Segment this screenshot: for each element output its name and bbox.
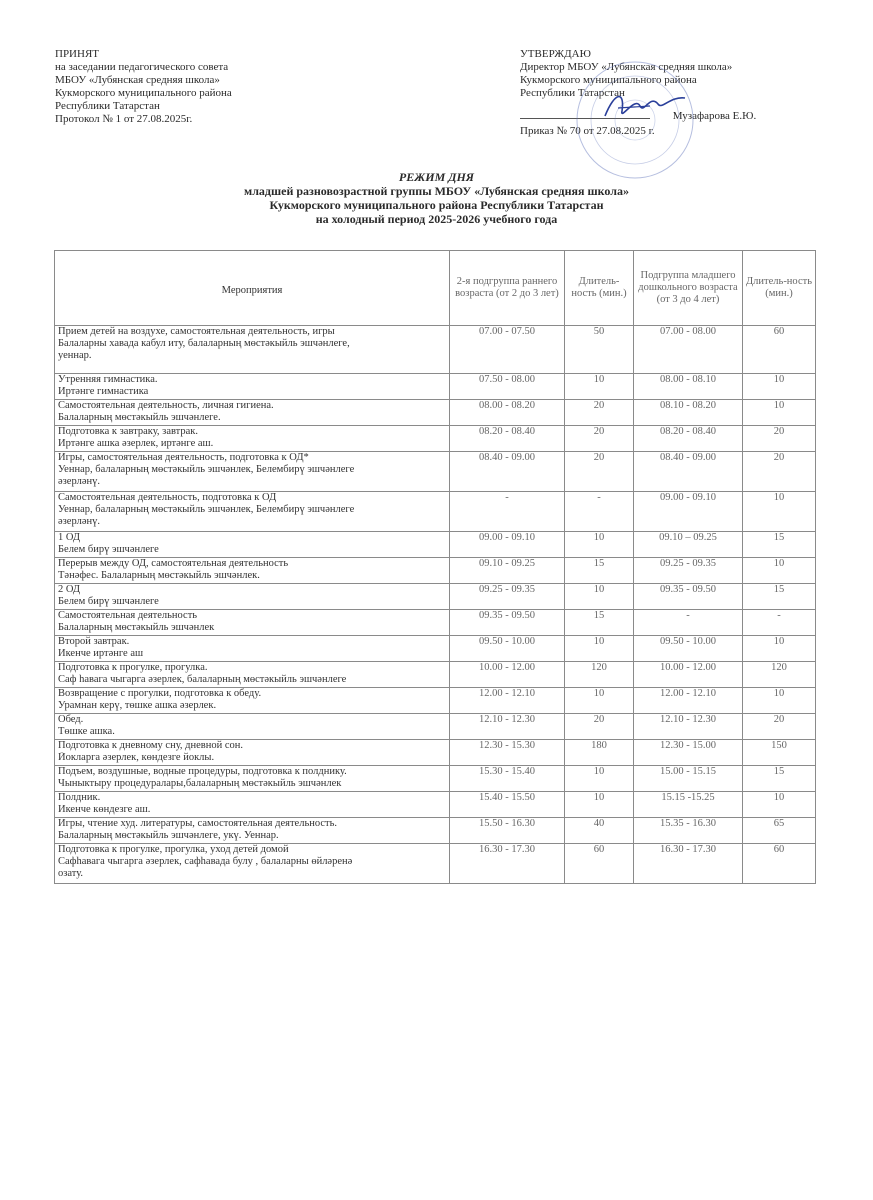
- duration-junior-cell: 15: [743, 766, 816, 792]
- time-junior-cell: 08.00 - 08.10: [634, 374, 743, 400]
- activity-line: Обед.: [58, 714, 84, 725]
- activity-cell: [55, 492, 450, 532]
- time-early-cell: 09.35 - 09.50: [450, 610, 565, 636]
- header-activities: Мероприятия: [55, 251, 450, 326]
- duration-early-cell: 15: [565, 610, 634, 636]
- left-heading: ПРИНЯТ: [55, 48, 100, 60]
- activity-line: Сафһавага чыгарга әзерлек, сафһавада булу , балаларны өйләренә: [58, 856, 353, 867]
- duration-junior-cell: 15: [743, 584, 816, 610]
- duration-early-cell: 40: [565, 818, 634, 844]
- activity-cell: [55, 818, 450, 844]
- table-row: [55, 532, 816, 558]
- duration-junior-cell: 10: [743, 374, 816, 400]
- activity-cell: [55, 636, 450, 662]
- table-row: [55, 766, 816, 792]
- activity-cell: [55, 374, 450, 400]
- duration-junior-cell: 10: [743, 636, 816, 662]
- duration-junior-cell: 10: [743, 688, 816, 714]
- time-early-cell: 09.10 - 09.25: [450, 558, 565, 584]
- activity-line: Балаларны хавада кабул иту, балаларның мөстәкыйль эшчәнлеге,: [58, 338, 350, 349]
- duration-early-cell: 60: [565, 844, 634, 884]
- time-early-cell: 12.10 - 12.30: [450, 714, 565, 740]
- activity-line: Төшке ашка.: [58, 726, 115, 737]
- activity-line: Самостоятельная деятельность, личная гигиена.: [58, 400, 274, 411]
- activity-line: Тәнәфес. Балаларның мөстәкыйль эшчәнлек.: [58, 570, 260, 581]
- activity-cell: [55, 844, 450, 884]
- activity-cell: [55, 326, 450, 374]
- activity-line: Полдник.: [58, 792, 101, 803]
- table-row: [55, 818, 816, 844]
- duration-junior-cell: 150: [743, 740, 816, 766]
- duration-early-cell: -: [565, 492, 634, 532]
- activity-line: Саф һавага чыгарга әзерлек, балаларның мөстәкыйль эшчәнлеге: [58, 674, 347, 685]
- header-group-junior: Подгруппа младшего дошкольного возраста (от 3 до 4 лет): [634, 251, 743, 326]
- activity-line: Перерыв между ОД, самостоятельная деятельность: [58, 558, 289, 569]
- activity-cell: [55, 610, 450, 636]
- time-early-cell: 12.00 - 12.10: [450, 688, 565, 714]
- title-line-1: РЕЖИМ ДНЯ: [398, 170, 475, 184]
- duration-junior-cell: 120: [743, 662, 816, 688]
- duration-early-cell: 10: [565, 374, 634, 400]
- table-row: [55, 584, 816, 610]
- activity-line: Иртәнге гимнастика: [58, 386, 149, 397]
- activity-cell: [55, 792, 450, 818]
- time-junior-cell: 15.15 -15.25: [634, 792, 743, 818]
- time-early-cell: 09.00 - 09.10: [450, 532, 565, 558]
- time-junior-cell: -: [634, 610, 743, 636]
- time-junior-cell: 09.10 – 09.25: [634, 532, 743, 558]
- activity-line: Возвращение с прогулки, подготовка к обеду.: [58, 688, 262, 699]
- duration-early-cell: 10: [565, 766, 634, 792]
- left-protocol: Протокол № 1 от 27.08.2025г.: [55, 113, 193, 125]
- duration-junior-cell: -: [743, 610, 816, 636]
- activity-line: Самостоятельная деятельность, подготовка к ОД: [58, 492, 277, 503]
- time-early-cell: 07.50 - 08.00: [450, 374, 565, 400]
- duration-early-cell: 10: [565, 688, 634, 714]
- signature-mark: [600, 86, 690, 126]
- activity-line: Икенче көндезге аш.: [58, 804, 151, 815]
- activity-line: 2 ОД: [58, 584, 81, 595]
- right-line-2: Кукморского муниципального района: [520, 74, 697, 86]
- duration-junior-cell: 60: [743, 326, 816, 374]
- activity-cell: [55, 584, 450, 610]
- activity-line: Белем бирү эшчәнлеге: [58, 544, 159, 555]
- activity-line: Самостоятельная деятельность: [58, 610, 198, 621]
- time-early-cell: 15.30 - 15.40: [450, 766, 565, 792]
- activity-cell: [55, 452, 450, 492]
- time-junior-cell: 09.50 - 10.00: [634, 636, 743, 662]
- activity-line: озату.: [58, 868, 84, 879]
- activity-line: Подготовка к прогулке, прогулка, уход детей домой: [58, 844, 289, 855]
- time-junior-cell: 10.00 - 12.00: [634, 662, 743, 688]
- title-line-3: Кукморского муниципального района Республики Татарстан: [269, 198, 604, 212]
- table-row: [55, 740, 816, 766]
- time-junior-cell: 12.30 - 15.00: [634, 740, 743, 766]
- left-line-4: Республики Татарстан: [55, 100, 160, 112]
- time-early-cell: 09.25 - 09.35: [450, 584, 565, 610]
- time-junior-cell: 15.35 - 16.30: [634, 818, 743, 844]
- activity-cell: [55, 558, 450, 584]
- duration-junior-cell: 15: [743, 532, 816, 558]
- left-line-3: Кукморского муниципального района: [55, 87, 232, 99]
- table-row: [55, 688, 816, 714]
- table-row: [55, 558, 816, 584]
- time-junior-cell: 08.40 - 09.00: [634, 452, 743, 492]
- right-line-3: Республики Татарстан: [520, 87, 625, 99]
- time-early-cell: 07.00 - 07.50: [450, 326, 565, 374]
- title-line-4: на холодный период 2025-2026 учебного года: [315, 212, 558, 226]
- time-junior-cell: 08.20 - 08.40: [634, 426, 743, 452]
- table-row: [55, 326, 816, 374]
- duration-early-cell: 20: [565, 714, 634, 740]
- activity-line: Иртәнге ашка әзерлек, иртәнге аш.: [58, 438, 214, 449]
- duration-early-cell: 15: [565, 558, 634, 584]
- right-line-1: Директор МБОУ «Лубянская средняя школа»: [520, 61, 733, 73]
- activity-cell: [55, 426, 450, 452]
- activity-line: әзерләнү.: [58, 516, 100, 527]
- duration-junior-cell: 20: [743, 426, 816, 452]
- duration-early-cell: 50: [565, 326, 634, 374]
- duration-early-cell: 10: [565, 584, 634, 610]
- time-junior-cell: 09.35 - 09.50: [634, 584, 743, 610]
- table-row: [55, 792, 816, 818]
- time-early-cell: 09.50 - 10.00: [450, 636, 565, 662]
- header-duration-2: Длитель-ность (мин.): [743, 251, 816, 326]
- activity-line: уеннар.: [58, 350, 92, 361]
- activity-line: Чыныктыру процедуралары,балаларның мөстәкыйль эшчәнлек: [58, 778, 342, 789]
- table-body: [55, 326, 816, 884]
- duration-junior-cell: 60: [743, 844, 816, 884]
- time-junior-cell: 12.00 - 12.10: [634, 688, 743, 714]
- duration-early-cell: 10: [565, 636, 634, 662]
- time-early-cell: 15.50 - 16.30: [450, 818, 565, 844]
- right-heading: УТВЕРЖДАЮ: [520, 48, 591, 60]
- duration-early-cell: 120: [565, 662, 634, 688]
- time-early-cell: 08.00 - 08.20: [450, 400, 565, 426]
- activity-line: 1 ОД: [58, 532, 81, 543]
- approval-block-left: [55, 48, 232, 126]
- activity-line: Подъем, воздушные, водные процедуры, подготовка к полднику.: [58, 766, 347, 777]
- table-row: [55, 714, 816, 740]
- activity-line: Подготовка к прогулке, прогулка.: [58, 662, 208, 673]
- time-junior-cell: 09.25 - 09.35: [634, 558, 743, 584]
- activity-cell: [55, 740, 450, 766]
- left-line-1: на заседании педагогического совета: [55, 61, 229, 73]
- time-junior-cell: 08.10 - 08.20: [634, 400, 743, 426]
- time-junior-cell: 16.30 - 17.30: [634, 844, 743, 884]
- table-row: [55, 662, 816, 688]
- activity-line: Второй завтрак.: [58, 636, 130, 647]
- table-row: [55, 452, 816, 492]
- activity-line: Балаларның мөстәкыйль эшчәнлек: [58, 622, 215, 633]
- duration-early-cell: 20: [565, 452, 634, 492]
- duration-early-cell: 10: [565, 792, 634, 818]
- time-early-cell: 08.40 - 09.00: [450, 452, 565, 492]
- activity-line: Игры, самостоятельная деятельность, подготовка к ОД*: [58, 452, 309, 463]
- duration-early-cell: 180: [565, 740, 634, 766]
- duration-junior-cell: 10: [743, 400, 816, 426]
- activity-cell: [55, 662, 450, 688]
- time-early-cell: 12.30 - 15.30: [450, 740, 565, 766]
- activity-line: Игры, чтение худ. литературы, самостоятельная деятельность.: [58, 818, 338, 829]
- header-group-early: 2-я подгруппа раннего возраста (от 2 до 3 лет): [450, 251, 565, 326]
- activity-line: Балаларның мөстәкыйль эшчәнлеге.: [58, 412, 221, 423]
- time-junior-cell: 15.00 - 15.15: [634, 766, 743, 792]
- activity-cell: [55, 766, 450, 792]
- activity-line: Урамнан керү, төшке ашка әзерлек.: [58, 700, 217, 711]
- duration-junior-cell: 20: [743, 714, 816, 740]
- duration-junior-cell: 20: [743, 452, 816, 492]
- duration-junior-cell: 10: [743, 492, 816, 532]
- time-junior-cell: 12.10 - 12.30: [634, 714, 743, 740]
- time-junior-cell: 07.00 - 08.00: [634, 326, 743, 374]
- duration-early-cell: 20: [565, 426, 634, 452]
- table-row: [55, 492, 816, 532]
- activity-cell: [55, 714, 450, 740]
- table-row: [55, 844, 816, 884]
- activity-line: Прием детей на воздухе, самостоятельная деятельность, игры: [58, 326, 335, 337]
- activity-line: Балаларның мөстәкыйль эшчәнлеге, укү. Уеннар.: [58, 830, 279, 841]
- table-row: [55, 610, 816, 636]
- activity-line: Икенче иртәнге аш: [58, 648, 144, 659]
- header-duration-1: Длитель-ность (мин.): [565, 251, 634, 326]
- order-line: Приказ № 70 от 27.08.2025 г.: [520, 125, 655, 137]
- activity-line: Подготовка к дневному сну, дневной сон.: [58, 740, 243, 751]
- document-title: [0, 170, 873, 226]
- activity-line: Уеннар, балаларның мөстәкыйль эшчәнлек, Белембирү эшчәнлеге: [58, 464, 355, 475]
- table-row: [55, 374, 816, 400]
- signer-name: Музафарова Е.Ю.: [672, 110, 757, 122]
- table-row: [55, 426, 816, 452]
- activity-line: Подготовка к завтраку, завтрак.: [58, 426, 199, 437]
- time-early-cell: 08.20 - 08.40: [450, 426, 565, 452]
- activity-line: Белем бирү эшчәнлеге: [58, 596, 159, 607]
- activity-line: Утренняя гимнастика.: [58, 374, 158, 385]
- time-junior-cell: 09.00 - 09.10: [634, 492, 743, 532]
- table-header-row: [55, 251, 816, 326]
- duration-early-cell: 20: [565, 400, 634, 426]
- activity-cell: [55, 532, 450, 558]
- activity-line: Йокларга әзерлек, көндезге йоклы.: [58, 752, 215, 763]
- activity-line: Уеннар, балаларның мөстәкыйль эшчәнлек, Белембирү эшчәнлеге: [58, 504, 355, 515]
- table-row: [55, 400, 816, 426]
- duration-early-cell: 10: [565, 532, 634, 558]
- activity-line: әзерләнү.: [58, 476, 100, 487]
- time-early-cell: 10.00 - 12.00: [450, 662, 565, 688]
- left-line-2: МБОУ «Лубянская средняя школа»: [55, 74, 220, 86]
- time-early-cell: 15.40 - 15.50: [450, 792, 565, 818]
- time-early-cell: 16.30 - 17.30: [450, 844, 565, 884]
- duration-junior-cell: 10: [743, 792, 816, 818]
- table-row: [55, 636, 816, 662]
- duration-junior-cell: 10: [743, 558, 816, 584]
- title-line-2: младшей разновозрастной группы МБОУ «Лубянская средняя школа»: [244, 184, 629, 198]
- schedule-table: [54, 250, 816, 884]
- time-early-cell: -: [450, 492, 565, 532]
- duration-junior-cell: 65: [743, 818, 816, 844]
- activity-cell: [55, 688, 450, 714]
- activity-cell: [55, 400, 450, 426]
